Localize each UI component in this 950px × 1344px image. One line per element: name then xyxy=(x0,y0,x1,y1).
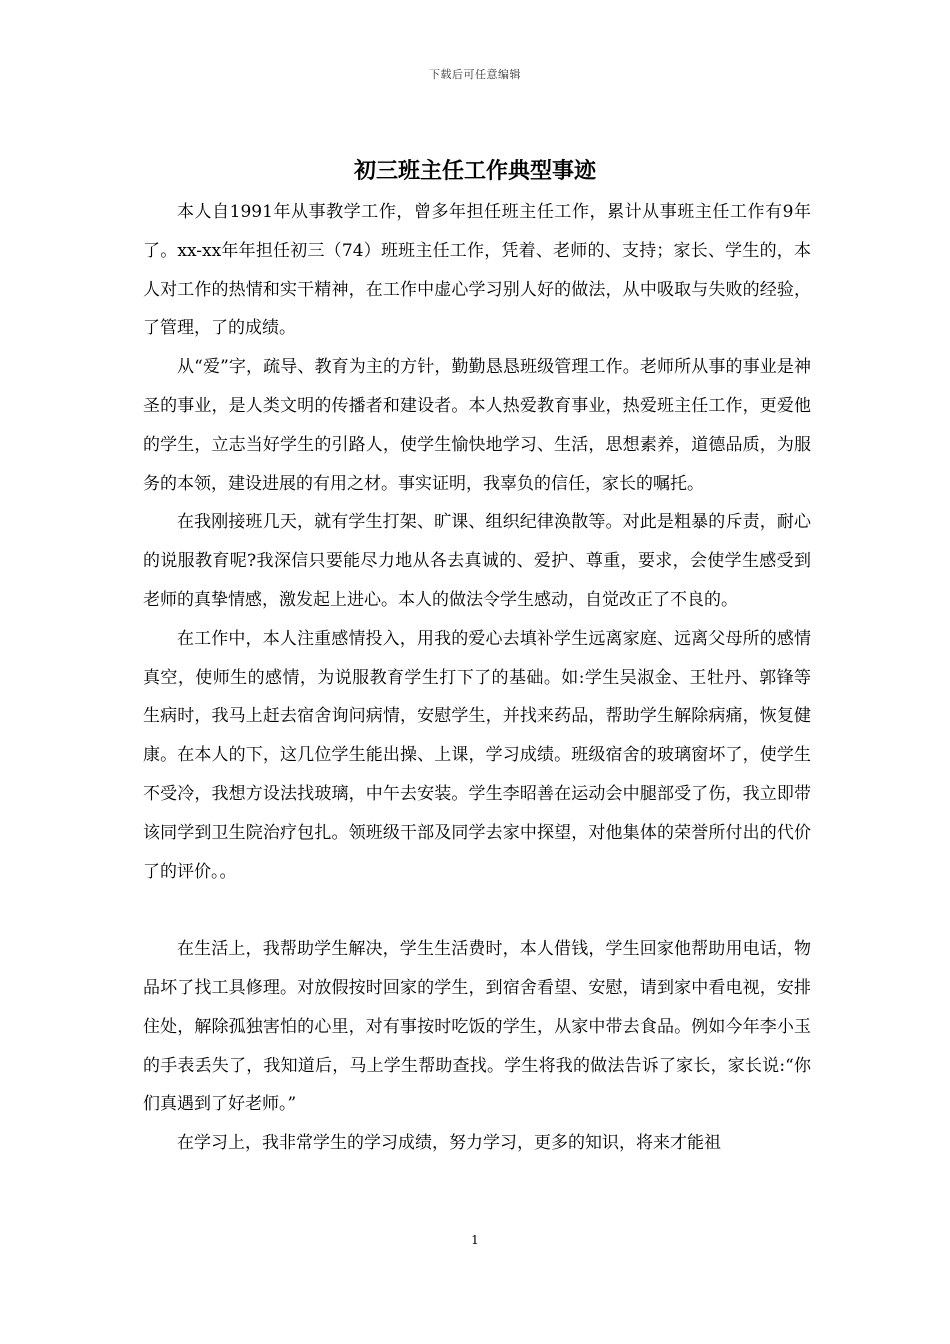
page-number: 1 xyxy=(471,1233,479,1247)
document-body xyxy=(143,193,811,1163)
paragraph-life: 在生活上，我帮助学生解决，学生生活费时，本人借钱，学生回家他帮助用电话，物品坏了找工具修理。对放假按时回家的学生，到宿舍看望、安慰，请到家中看电视，安排住处，解除孤独害怕的心里，对有事按时吃饭的学生，从家中带去食品。例如今年李小玉的手表丢失了，我知道后，马上学生帮助查找。学生将我的做法告诉了家长，家长说:“你们真遇到了好老师。” xyxy=(143,939,811,1115)
paragraph-emotion: 在工作中，本人注重感情投入，用我的爱心去填补学生远离家庭、远离父母所的感情真空，使师生的感情，为说服教育学生打下了的基础。如:学生吴淑金、王牡丹、郭锋等生病时，我马上赶去宿舍询问病情，安慰学生，并找来药品，帮助学生解除病痛，恢复健康。在本人的下，这几位学生能出操、上课，学习成绩。班级宿舍的玻璃窗坏了，使学生不受冷，我想方设法找玻璃，中午去安装。学生李昭善在运动会中腿部受了伤，我立即带该同学到卫生院治疗包扎。领班级干部及同学去家中探望，对他集体的荣誉所付出的代价了的评价。。 xyxy=(143,628,811,882)
paragraph-study: 在学习上，我非常学生的学习成绩，努力学习，更多的知识，将来才能祖 xyxy=(177,1133,721,1154)
paragraph-intro: 本人自1991年从事教学工作，曾多年担任班主任工作，累计从事班主任工作有9年了。xx-xx年年担任初三（74）班班主任工作，凭着、老师的、支持；家长、学生的，本人对工作的热情和实干精神，在工作中虚心学习别人好的做法，从中吸取与失败的经验，了管理，了的成绩。 xyxy=(143,202,811,339)
document-title: 初三班主任工作典型事迹 xyxy=(353,159,596,184)
page-header-note: 下载后可任意编辑 xyxy=(429,68,521,81)
paragraph-new-class: 在我刚接班几天，就有学生打架、旷课、组织纪律涣散等。对此是粗暴的斥责，耐心的说服教育呢?我深信只要能尽力地从各去真诚的、爱护、尊重，要求，会使学生感受到老师的真挚情感，激发起上进心。本人的做法令学生感动，自觉改正了不良的。 xyxy=(143,512,811,610)
paragraph-love: 从“爱”字，疏导、教育为主的方针，勤勤恳恳班级管理工作。老师所从事的事业是神圣的事业，是人类文明的传播者和建设者。本人热爱教育事业，热爱班主任工作，更爱他的学生，立志当好学生的引路人，使学生愉快地学习、生活，思想素养，道德品质，为服务的本领，建设进展的有用之材。事实证明，我辜负的信任，家长的嘱托。 xyxy=(143,357,811,494)
